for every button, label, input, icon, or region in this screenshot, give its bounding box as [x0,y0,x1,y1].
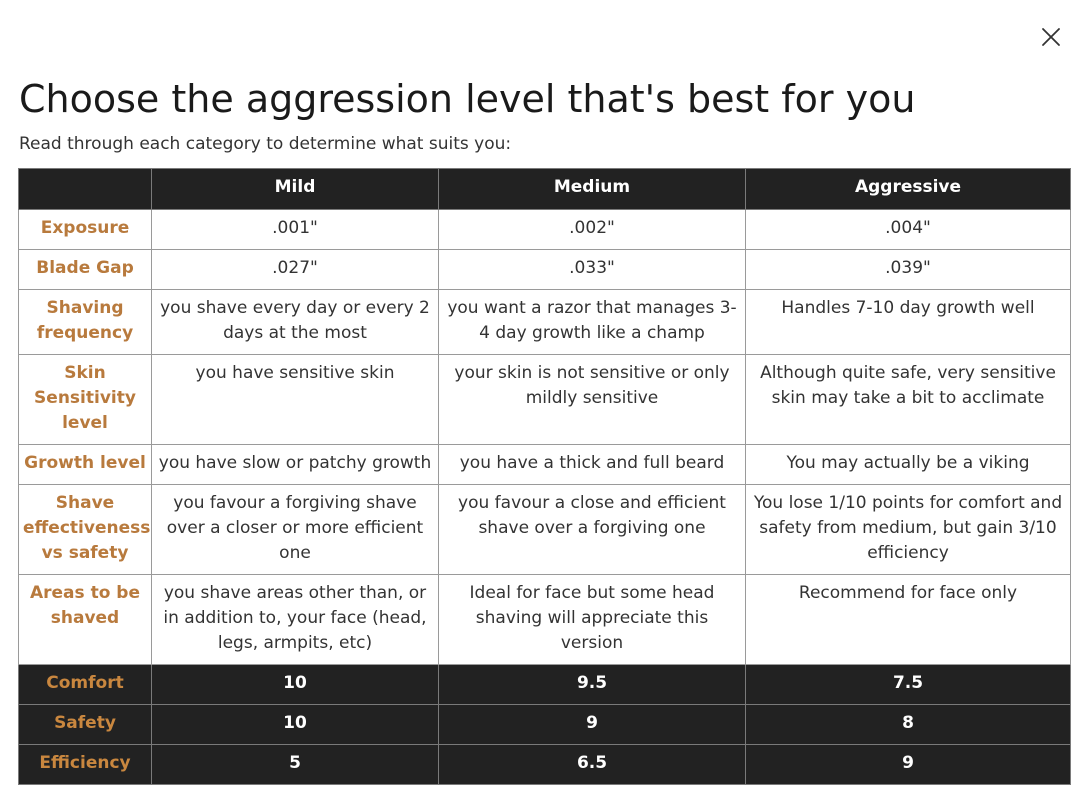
table-cell: you shave every day or every 2 days at the most [152,290,439,355]
header-medium: Medium [439,169,746,210]
table-cell: .039" [746,250,1071,290]
score-cell: 9.5 [439,665,746,705]
comparison-table [18,168,1071,785]
dialog-title: Choose the aggression level that's best for you [19,77,916,121]
table-cell: You may actually be a viking [746,445,1071,485]
table-cell: you have slow or patchy growth [152,445,439,485]
dialog-subtitle: Read through each category to determine what suits you: [19,134,512,154]
row-label-shaving-frequency: Shaving frequency [19,290,152,355]
row-label-skin-sensitivity: Skin Sensitivity level [19,355,152,445]
table-cell: .027" [152,250,439,290]
close-icon [1038,24,1064,50]
score-row-safety [19,705,1071,745]
table-cell: you shave areas other than, or in addition to, your face (head, legs, armpits, etc) [152,575,439,665]
table-row [19,250,1071,290]
score-cell: 6.5 [439,745,746,785]
table-cell: Handles 7-10 day growth well [746,290,1071,355]
table-cell: you favour a forgiving shave over a closer or more efficient one [152,485,439,575]
table-cell: you have a thick and full beard [439,445,746,485]
row-label-areas-to-be-shaved: Areas to be shaved [19,575,152,665]
table-cell: your skin is not sensitive or only mildly sensitive [439,355,746,445]
row-label-efficiency: Efficiency [19,745,152,785]
table-row [19,485,1071,575]
table-cell: Although quite safe, very sensitive skin may take a bit to acclimate [746,355,1071,445]
table-row [19,210,1071,250]
score-cell: 7.5 [746,665,1071,705]
score-cell: 8 [746,705,1071,745]
score-cell: 10 [152,705,439,745]
table-cell: you want a razor that manages 3-4 day growth like a champ [439,290,746,355]
table-row [19,445,1071,485]
table-cell: you have sensitive skin [152,355,439,445]
table-cell: .001" [152,210,439,250]
row-label-growth-level: Growth level [19,445,152,485]
row-label-comfort: Comfort [19,665,152,705]
table-cell: Recommend for face only [746,575,1071,665]
score-cell: 5 [152,745,439,785]
table-header-row [19,169,1071,210]
table-cell: You lose 1/10 points for comfort and safety from medium, but gain 3/10 efficiency [746,485,1071,575]
header-mild: Mild [152,169,439,210]
score-row-efficiency [19,745,1071,785]
score-row-comfort [19,665,1071,705]
row-label-safety: Safety [19,705,152,745]
row-label-exposure: Exposure [19,210,152,250]
header-corner [19,169,152,210]
table-row [19,355,1071,445]
table-row [19,575,1071,665]
row-label-blade-gap: Blade Gap [19,250,152,290]
table-cell: .033" [439,250,746,290]
score-cell: 9 [746,745,1071,785]
table-cell: .002" [439,210,746,250]
table-row [19,290,1071,355]
table-cell: .004" [746,210,1071,250]
table-cell: you favour a close and efficient shave over a forgiving one [439,485,746,575]
close-button[interactable] [1038,24,1064,50]
row-label-shave-effectiveness: Shave effectiveness vs safety [19,485,152,575]
score-cell: 9 [439,705,746,745]
table-cell: Ideal for face but some head shaving will appreciate this version [439,575,746,665]
score-cell: 10 [152,665,439,705]
header-aggressive: Aggressive [746,169,1071,210]
